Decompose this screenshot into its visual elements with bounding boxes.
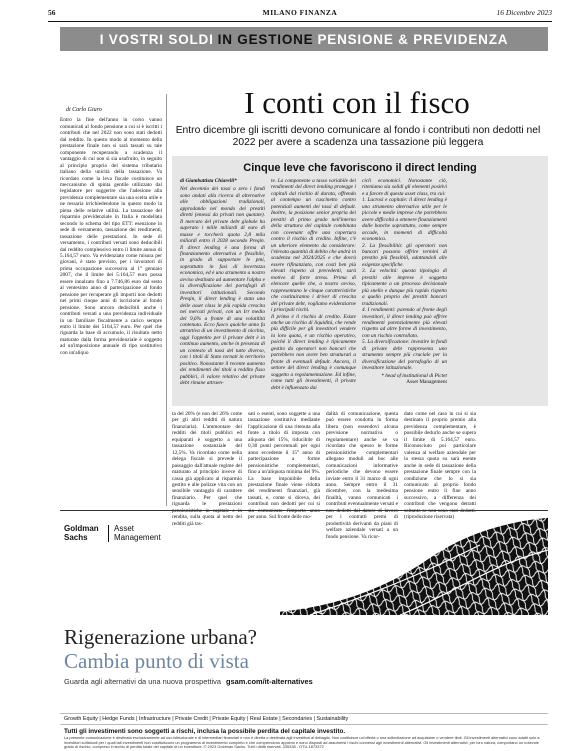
banner-part-1: I VOSTRI SOLDI xyxy=(99,31,214,47)
article-lower-col-2: sati o esenti, sono soggette a una tassazione sostitutiva mediante l'applicazione di una ritenuta alla fonte a titolo di imposta con aliquota del 15%, riducibile di 0,30 punti percentuali per ogni anno eccedente il 15° anno di partecipazione a forme pensionistiche complementari, fino a un'aliquota minima del 9%. La base imponibile della prestazione finale viene ridotta dei rendimenti finanziari, già tassati, e, come si diceva, dei contributi non dedotti per cui si sia comunicato l'importo anno per anno. Sul fronte delle mo- xyxy=(248,411,320,521)
masthead: MILANO FINANZA xyxy=(262,8,338,17)
ad-categories: Growth Equity | Hedge Funds | Infrastructure | Private Credit | Private Equity | Real Estate | Secondaries | Sustainability xyxy=(60,713,548,725)
logo-right-1: Asset xyxy=(114,524,135,533)
disclaimer-text: La presente comunicazione è destinata esclusivamente ad uso istituzionale e di intermediari finanziari e non è diretta o destinata agli investitori al dettaglio. Non costituisce un'offerta o una sollecitazione ad acquistare o vendere titoli. Gli investimenti alternativi sono adatti solo a investitori sofisticati per i quali tali investimenti non costituiscono un programma di investimento completo e che comprendono appieno e sono disposti ad assumersi i rischi connessi agli investimenti alternativi. Gli investimenti alternativi, per loro natura, comportano un notevole grado di rischio, compreso il rischio di perdita totale del capitale di un investitore. © 2023 Goldman Sachs. Tutti i diritti riservati. 335338 - OTU-1873372 xyxy=(64,735,540,750)
leaf-vein-illustration xyxy=(280,515,548,615)
header-rule xyxy=(48,21,552,22)
disclaimer-title: Tutti gli investimenti sono soggetti a rischi, inclusa la possibile perdita del capitale investito. xyxy=(64,728,346,735)
logo-right xyxy=(108,525,161,542)
box-role: Asset Management xyxy=(406,379,447,386)
box-column-1 xyxy=(180,178,265,404)
article-body-left: Entro la fine dell'anno in corso vanno comunicati al fondo pensione a cui si è iscritti i contributi che nel 2022 non sono stati dedotti dal reddito. In questo modo al momento della prestazione finale non si sarà tassati su tale componente recuperando a scadenza il vantaggio di cui non si sia usufruito, in seguito al principio proprio del sistema tributario italiano della unicità della tassazione. Va ricordato come la leva fiscale costituisce un meccanismo di spinta gentile utilizzato dal legislatore per suggerire che l'adesione alla previdenza complementare sia una scelta utile e ne ressaria irrichiedendone in questo modo la piena delle relative utilità. La tassazione del risparmio previdenziale in Italia è modellata secondo lo schema del tipo ETT: esenzione in sede di versamento, tassazione dei rendimenti, tassazione delle prestazioni. In sede di versamento, i contributi versati sono deducibili dal reddito complessivo entro il limite annuo di 5.164,57 euro. Va evidenziato come misura per giovani, è stato previsto, per i lavoratori di prima occupazione successiva al 1° gennaio 2007, che il limite dei 5.164,57 euro possa essere innalzato fino a 7.746,86 euro dal sesto al ventesimo anno di partecipazione al fondo pensione per recuperare gli importi non dedotti nei primi cinque anni di iscrizione al fondo pensione. Sono ancora deducibili anche i contributi versati a una previdenza individuale in un familiare fiscalmente a carico sempre entro il limite dei 5164,57 euro. Per quel che riguarda la base di accumulo, il risultato netto maturato dalla forma previdenziale è soggetto ad un'imposizione annuale di tipo sostitutivo con un'aliquo xyxy=(60,117,162,356)
logo-line-2: Sachs xyxy=(64,532,88,542)
advertisement xyxy=(60,515,548,711)
issue-date: 16 Dicembre 2023 xyxy=(496,8,552,17)
ad-headline-1: Rigenerazione urbana? xyxy=(64,625,257,649)
box-text-1: Nel decennio dei tassi a zero i fondi sono andati alla ricerca di alternative alle obbligazioni tradizionali, approdando nel mondo dei prestiti diretti (emessi da privati non quotate). Il mercato del private debt globale ha superato i mille miliardi di euro di masse e toccherà quota 2,8 mila miliardi entro il 2028 secondo Preqin. Il direct lending è una forma di finanziamento alternativa e flessibile, in grado di supportare le pmi, soprattutto in fasi di incertezza economica, ed è uno strumento a nostro avviso destinato ad aumentare l'alpha e la diversificazione dei portafogli di investitori istituzionali. Secondo Preqin, il direct lending è stata una delle asset class in più rapida crescita nei mercati privati, con un Irr medio del 9,6% a fronte di una volatilità contenuta. Ecco fuoco qualche anno fa attrattiva di un investimento di nicchia, oggi l'appetito per il private debt è in continuo aumento, anche in presenza di un contesto di tassi del tutto diverso, con i titoli di Stato tornati in territorio positivo. Nonostante il recente aumento dei rendimenti dei titoli a reddito fisso pubblici, il valore relativo del private debt rimane attraen- xyxy=(180,186,265,387)
article-deck: Entro dicembre gli iscritti devono comunicare al fondo i contributi non dedotti nel 2022 per avere a scadenza una tassazione più leggera xyxy=(175,125,541,148)
page-number: 56 xyxy=(48,8,56,17)
ad-subtext xyxy=(64,677,313,686)
ad-separator xyxy=(60,510,548,511)
article-lower-col-4: dato come nel caso in cui si sia destinato il proprio premio alla previdenza complementare, è possibile dedurlo anche se supera il limite di 5.164,57 euro. Riconosciuto poi particolare valenza al welfare aziendale per la stessa quota su sarà esente anche in sede di tassazione della prestazione finale sempre con la condizione che lo si sia comunicato al proprio fondo pensione entro il fine anno successivo, a differenza dei contributi che vengono detratti soltanto se non sono stati dedotti. (riproduzione riservata) xyxy=(404,411,476,521)
box-signoff: * head of institutional di Pictet xyxy=(381,372,447,379)
box-column-3 xyxy=(362,178,447,404)
banner-part-2: IN GESTIONE xyxy=(217,31,314,47)
sidebar-box xyxy=(172,156,548,406)
box-author: di Giambattista Chiarelli* xyxy=(180,178,237,184)
column-divider xyxy=(166,94,167,506)
banner-part-3: PENSIONE & PREVIDENZA xyxy=(317,31,509,47)
article-headline: I conti con il fisco xyxy=(244,85,470,120)
ad-link[interactable]: gsam.com/it-alternatives xyxy=(226,677,313,686)
article-lower-col-1: ta del 20% (e non del 26% come per gli altri redditi di natura finanziaria). L'ammontare dei redditi dei titoli pubblici ed equiparati è soggetto a una tassazione sostanziale del 12,5%. Va ricordato come nella delega fiscale si prevede il passaggio dall'attuale regime del maturato al principio invece di cassa già applicato al risparmio gestito e alle polizze vita con un sensibile vantaggio di carattere finanziario. Per quel che riguarda le prestazioni pensionistiche in capitale e in rendita, sulla quota al netto dei redditi già tas- xyxy=(172,411,242,527)
article-left-column xyxy=(60,107,162,504)
box-text-3: cicli economici. Nonostante ciò, riteniamo sia solidi gli elementi positivi e a favore di questa asset class, tra cui: 1. Lucrosi e capitale: il direct lending è uno strumento alternativo utile per le piccole e medie imprese che potrebbero avere difficoltà a ottenere finanziamenti dalle banche soprattutto, come sempre accade, in momenti di difficoltà economica. 2. La flessibilità: gli operatori non bancari possono offrire termini di prestito più flessibili, adattandoli alle esigenze specifiche. 3. La velocità: questa tipologia di prestiti alle imprese è soggetta tipicamente a un processo decisionale più snello e dunque più rapido rispetto a quello proprio dei prestiti bancari tradizionali. 4. I rendimenti: parendo al fronte degli investitori, il direct lending può offrire rendimenti potenzialmente più elevati rispetto ad altre forme di investimento, con un rischio controllato. 5. La diversificazione: investire in fondi di private debt rappresenta uno strumento sempre più cruciale per la diversificazione del portafoglio di un investitore istituzionale. xyxy=(362,178,447,372)
ad-subtext-text: Guarda agli alternativi da una nuova prospettiva xyxy=(64,677,221,686)
logo-line-1: Goldman xyxy=(64,524,99,533)
article-lower-col-3: dalità di comunicazione, questa può essere condotta in forma libera (non essendovi alcuna previsione normativa o regolamentare) anche se va ricordato che spesso le forme pensionistiche complementari allegano moduli ad hoc alle comunicazioni informative periodiche che devono essere inviate entro il 31 marzo di ogni anno. Sempre entro il 31 dicembre, con la medesima finalità, vanno comunicati i contributi eventualmente versati e non dedotti dal datore di lavoro per i contratti premi di produttività derivanti da piani di welfare aziendale versati a un fondo pensione. Va ricor- xyxy=(326,411,398,540)
box-title: Cinque leve che favoriscono il direct lending xyxy=(243,162,477,174)
page-header xyxy=(48,8,552,20)
box-column-2: te. La componente a tasso variabile dei rendimenti del direct lending protegge i capitali dal rischio di durata, offrendo al contempo un cuscinetto contro potenziali aumenti dei tassi di default. Inoltre, la posizione senior propria dei prestiti di primo grado nell'interno della struttura del capitale combinata con covenant offre una copertura contro il rischio di credito. Infine, c'è un ulteriore elemento da considerare: l'elevata quantità di debito che andrà in scadenza nel 2024/2025 e che dovrà essere rifinanziato, con costi ben più elevati rispetto ai precedenti, sarà motivo di forte stress. Prima di elencare quelle che, a nostro avviso, rappresentano le cinque caratteristiche che costituiranno i driver di crescita del private debt, vogliamo evidenziarne i principali rischi. Il primo è il rischio di credito. Esiste anche un rischio di liquidità, che rende più difficile per gli investitori vendere la loro quota, e un rischio operativo, poiché il direct lending è tipicamente gestito da operatori non bancari che potrebbero non avere ben strutturati a fronte di eventuali default. Ancora, il settore del direct lending è comunque soggetto a regolamentazione. Ed infine, come tutti gli investimenti, il private debt è influenzato dai xyxy=(271,178,356,391)
section-banner xyxy=(60,27,548,51)
article-byline: di Carlo Giuro xyxy=(66,107,102,113)
ad-headline-2: Cambia punto di vista xyxy=(64,649,249,673)
goldman-sachs-logo xyxy=(64,524,161,542)
logo-right-2: Management xyxy=(114,532,161,542)
